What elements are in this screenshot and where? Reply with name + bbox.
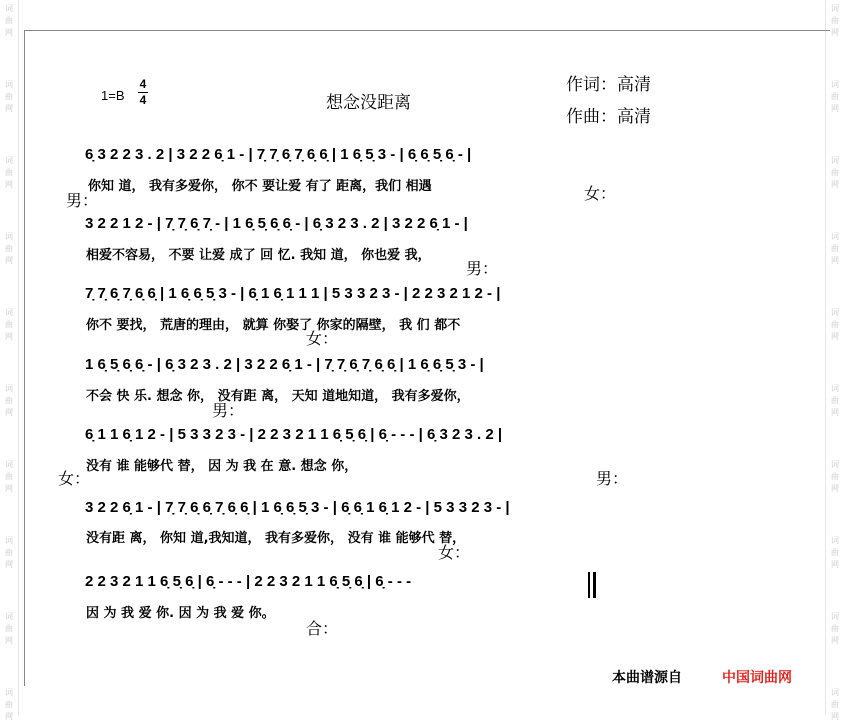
lyrics-row-2: 相爱不容易， 不要 让爱 成了 回 忆. 我知 道， 你也爱 我，	[86, 248, 431, 263]
watermark-char: 曲	[5, 472, 13, 481]
key-signature: 1=B	[101, 88, 125, 103]
singer-tag-female: 女：	[58, 469, 91, 488]
watermark-char: 网	[831, 560, 839, 569]
time-signature-top: 4	[139, 77, 147, 91]
notation-row-4: 1 6̣ 5̣ 6̣ 6̣ - | 6̣ 3 2 3 . 2 | 3 2 2 6̣ 1 - | 7̣ 7̣ 6̣ 7̣ 6̣ 6̣ | 1 6̣ 6̣ 5̣ 3 - |	[85, 356, 484, 373]
singer-tag-female: 女：	[306, 329, 339, 348]
singer-tag-male: 男：	[66, 191, 99, 210]
watermark-char: 曲	[5, 16, 13, 25]
lyrics-row-7: 因 为 我 爱 你. 因 为 我 爱 你。	[86, 606, 275, 621]
lyrics-row-4: 不会 快 乐. 想念 你， 没有距 离， 天知 道地知道， 我有多爱你，	[86, 389, 470, 404]
notation-row-1: 6̣ 3 2 2 3 . 2 | 3 2 2 6̣ 1 - | 7̣ 7̣ 6̣ 7̣ 6̣ 6̣ | 1 6̣ 5̣ 3 - | 6̣ 6̣ 5̣ 6̣ - |	[85, 146, 472, 163]
watermark-char: 网	[5, 256, 13, 265]
watermark-char: 词	[5, 612, 13, 621]
watermark-char: 词	[831, 460, 839, 469]
watermark-char: 词	[5, 80, 13, 89]
watermark-char: 曲	[5, 548, 13, 557]
watermark-char: 词	[831, 232, 839, 241]
song-title: 想念没距离	[326, 93, 411, 113]
watermark-char: 曲	[831, 92, 839, 101]
watermark-char: 词	[5, 536, 13, 545]
lyrics-row-5: 没有 谁 能够代 替， 因 为 我 在 意. 想念 你，	[86, 459, 358, 474]
watermark-char: 词	[831, 536, 839, 545]
watermark-char: 网	[831, 484, 839, 493]
singer-tag-male: 男：	[466, 259, 499, 278]
watermark-char: 词	[831, 688, 839, 697]
final-barline	[588, 572, 590, 598]
watermark-char: 曲	[831, 320, 839, 329]
notation-row-7: 2 2 3 2 1 1 6̣ 5̣ 6̣ | 6̣ - - - | 2 2 3 2 1 1 6̣ 5̣ 6̣ | 6̣ - - -	[85, 573, 412, 590]
notation-row-2: 3 2 2 1 2 - | 7̣ 7̣ 6̣ 7̣ - | 1 6̣ 5̣ 6̣ 6̣ - | 6̣ 3 2 3 . 2 | 3 2 2 6̣ 1 - |	[85, 215, 468, 232]
notation-row-5: 6̣ 1 1 6̣ 1 2 - | 5 3 3 2 3 - | 2 2 3 2 1 1 6̣ 5̣ 6̣ | 6̣ - - - | 6̣ 3 2 3 . 2 |	[85, 426, 503, 443]
watermark-char: 曲	[831, 624, 839, 633]
composer-credit: 作曲：高清	[566, 107, 651, 127]
watermark-char: 词	[831, 308, 839, 317]
watermark-char: 曲	[831, 244, 839, 253]
watermark-char: 网	[831, 180, 839, 189]
watermark-char: 词	[831, 80, 839, 89]
lyrics-row-1: 你知 道， 我有多爱你， 你不 要让爱 有了 距离，我们 相遇	[88, 179, 432, 194]
watermark-char: 网	[5, 712, 13, 721]
watermark-char: 词	[831, 156, 839, 165]
watermark-char: 曲	[831, 548, 839, 557]
time-signature-bottom: 4	[139, 93, 147, 107]
watermark-char: 曲	[831, 700, 839, 709]
watermark-char: 词	[5, 156, 13, 165]
watermark-char: 网	[831, 104, 839, 113]
lyricist-credit: 作词：高清	[566, 75, 651, 95]
final-barline-thick	[593, 572, 596, 598]
singer-tag-female: 女：	[584, 184, 617, 203]
singer-tag-chorus: 合：	[306, 619, 339, 638]
watermark-char: 词	[5, 384, 13, 393]
watermark-char: 网	[5, 560, 13, 569]
watermark-char: 曲	[5, 92, 13, 101]
watermark-char: 词	[5, 232, 13, 241]
watermark-char: 词	[831, 384, 839, 393]
watermark-char: 网	[5, 636, 13, 645]
watermark-char: 网	[831, 712, 839, 721]
source-site-link[interactable]: 中国词曲网	[722, 670, 792, 686]
watermark-char: 网	[831, 256, 839, 265]
singer-tag-male: 男：	[596, 469, 629, 488]
watermark-char: 曲	[5, 244, 13, 253]
watermark-char: 网	[831, 636, 839, 645]
watermark-char: 网	[831, 28, 839, 37]
watermark-char: 词	[5, 688, 13, 697]
watermark-char: 曲	[5, 320, 13, 329]
watermark-char: 网	[831, 408, 839, 417]
watermark-char: 网	[5, 408, 13, 417]
lyrics-row-6: 没有距 离， 你知 道,我知道， 我有多爱你， 没有 谁 能够代 替，	[86, 531, 466, 546]
watermark-char: 曲	[5, 396, 13, 405]
time-signature	[136, 78, 150, 107]
watermark-char: 网	[5, 484, 13, 493]
watermark-char: 曲	[5, 624, 13, 633]
left-watermark-strip	[0, 0, 19, 721]
watermark-char: 词	[5, 4, 13, 13]
watermark-char: 曲	[5, 700, 13, 709]
watermark-char: 曲	[831, 472, 839, 481]
watermark-char: 网	[5, 28, 13, 37]
watermark-char: 曲	[831, 168, 839, 177]
singer-tag-female: 女：	[438, 543, 471, 562]
watermark-char: 曲	[831, 16, 839, 25]
watermark-char: 词	[831, 4, 839, 13]
watermark-char: 词	[5, 308, 13, 317]
watermark-char: 词	[831, 612, 839, 621]
lyrics-row-3: 你不 要找， 荒唐的理由， 就算 你娶了 你家的隔壁， 我 们 都不	[86, 318, 461, 333]
notation-row-3: 7̣ 7̣ 6̣ 7̣ 6̣ 6̣ | 1 6̣ 6̣ 5̣ 3 - | 6̣ 1 6̣ 1 1 1 | 5 3 3 2 3 - | 2 2 3 2 1 2 - |	[85, 285, 501, 302]
watermark-char: 网	[5, 180, 13, 189]
watermark-char: 词	[5, 460, 13, 469]
watermark-char: 网	[831, 332, 839, 341]
watermark-char: 曲	[831, 396, 839, 405]
notation-row-6: 3 2 2 6̣ 1 - | 7̣ 7̣ 6̣ 6̣ 7̣ 6̣ 6̣ | 1 6̣ 6̣ 5̣ 3 - | 6̣ 6̣ 1 6̣ 1 2 - | 5 3 3 2 3 - |	[85, 499, 510, 516]
watermark-char: 曲	[5, 168, 13, 177]
watermark-char: 网	[5, 332, 13, 341]
watermark-char: 网	[5, 104, 13, 113]
singer-tag-male: 男：	[212, 401, 245, 420]
source-label: 本曲谱源自	[612, 670, 682, 686]
